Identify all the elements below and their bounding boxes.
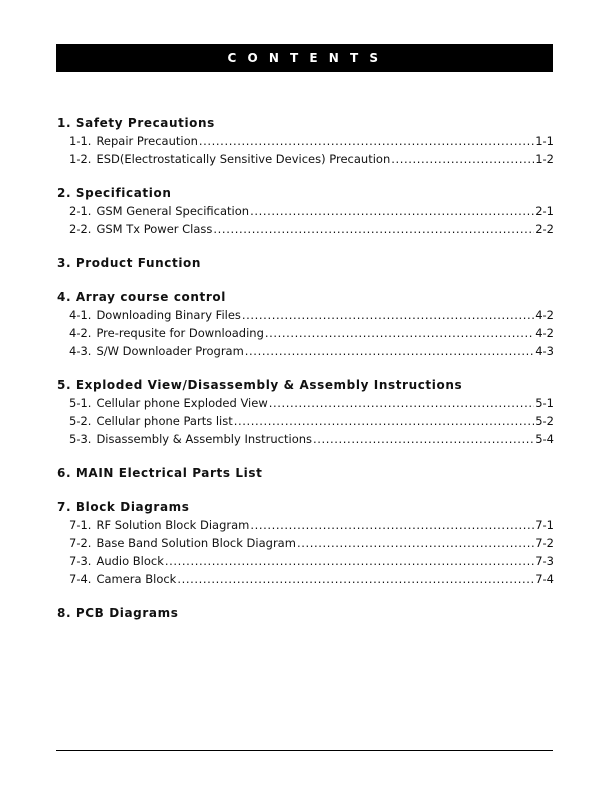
table-of-contents xyxy=(57,114,554,638)
entry-page-number: 7-2 xyxy=(535,536,554,550)
dot-leader xyxy=(245,342,534,360)
dot-leader xyxy=(391,150,534,168)
toc-entry[interactable] xyxy=(57,570,554,588)
toc-entry[interactable] xyxy=(57,412,554,430)
dot-leader xyxy=(199,132,534,150)
toc-section xyxy=(57,254,554,272)
section-title[interactable]: 2. Specification xyxy=(57,186,172,200)
entry-label: Camera Block xyxy=(96,572,177,586)
entry-label: S/W Downloader Program xyxy=(96,344,244,358)
toc-section xyxy=(57,498,554,588)
entry-page-number: 1-2 xyxy=(535,152,554,166)
entry-label: GSM Tx Power Class xyxy=(96,222,213,236)
entry-page-number: 7-4 xyxy=(535,572,554,586)
entry-number: 7-3. xyxy=(69,554,92,568)
dot-leader xyxy=(250,202,534,220)
entry-label: ESD(Electrostatically Sensitive Devices) Precaution xyxy=(96,152,391,166)
entry-number: 7-4. xyxy=(69,572,92,586)
dot-leader xyxy=(250,516,534,534)
entry-page-number: 5-1 xyxy=(535,396,554,410)
toc-entry[interactable] xyxy=(57,324,554,342)
toc-section xyxy=(57,376,554,448)
entry-label: Pre-requsite for Downloading xyxy=(96,326,264,340)
entry-number: 1-1. xyxy=(69,134,92,148)
toc-entry[interactable] xyxy=(57,220,554,238)
entry-label: Base Band Solution Block Diagram xyxy=(96,536,296,550)
entry-number: 5-1. xyxy=(69,396,92,410)
entry-page-number: 4-3 xyxy=(535,344,554,358)
entry-page-number: 2-2 xyxy=(535,222,554,236)
toc-entry[interactable] xyxy=(57,132,554,150)
entry-page-number: 2-1 xyxy=(535,204,554,218)
entry-label: Audio Block xyxy=(96,554,164,568)
dot-leader xyxy=(313,430,534,448)
entry-page-number: 5-2 xyxy=(535,414,554,428)
entry-page-number: 4-2 xyxy=(535,326,554,340)
dot-leader xyxy=(269,394,534,412)
entry-number: 7-1. xyxy=(69,518,92,532)
toc-section xyxy=(57,288,554,360)
entry-label: Repair Precaution xyxy=(96,134,198,148)
entry-number: 7-2. xyxy=(69,536,92,550)
dot-leader xyxy=(177,570,534,588)
entry-label: RF Solution Block Diagram xyxy=(96,518,250,532)
section-title[interactable]: 7. Block Diagrams xyxy=(57,500,190,514)
entry-label: Cellular phone Exploded View xyxy=(96,396,268,410)
entry-number: 4-2. xyxy=(69,326,92,340)
toc-entry[interactable] xyxy=(57,394,554,412)
toc-entry[interactable] xyxy=(57,342,554,360)
toc-entry[interactable] xyxy=(57,306,554,324)
section-title[interactable]: 8. PCB Diagrams xyxy=(57,606,179,620)
entry-label: Downloading Binary Files xyxy=(96,308,241,322)
entry-number: 2-1. xyxy=(69,204,92,218)
dot-leader xyxy=(242,306,534,324)
toc-section xyxy=(57,604,554,622)
section-title[interactable]: 6. MAIN Electrical Parts List xyxy=(57,466,263,480)
entry-label: Cellular phone Parts list xyxy=(96,414,233,428)
toc-entry[interactable] xyxy=(57,202,554,220)
entry-page-number: 1-1 xyxy=(535,134,554,148)
entry-page-number: 7-3 xyxy=(535,554,554,568)
entry-page-number: 7-1 xyxy=(535,518,554,532)
entry-page-number: 4-2 xyxy=(535,308,554,322)
entry-number: 4-3. xyxy=(69,344,92,358)
toc-section xyxy=(57,464,554,482)
toc-entry[interactable] xyxy=(57,552,554,570)
dot-leader xyxy=(165,552,534,570)
toc-section xyxy=(57,114,554,168)
toc-entry[interactable] xyxy=(57,150,554,168)
toc-section xyxy=(57,184,554,238)
section-title[interactable]: 1. Safety Precautions xyxy=(57,116,215,130)
dot-leader xyxy=(265,324,534,342)
toc-entry[interactable] xyxy=(57,534,554,552)
toc-entry[interactable] xyxy=(57,516,554,534)
entry-label: Disassembly & Assembly Instructions xyxy=(96,432,313,446)
page-title: C O N T E N T S xyxy=(227,51,382,65)
entry-number: 2-2. xyxy=(69,222,92,236)
section-title[interactable]: 4. Array course control xyxy=(57,290,226,304)
section-title[interactable]: 3. Product Function xyxy=(57,256,202,270)
entry-label: GSM General Specification xyxy=(96,204,250,218)
toc-entry[interactable] xyxy=(57,430,554,448)
dot-leader xyxy=(213,220,534,238)
entry-number: 5-2. xyxy=(69,414,92,428)
entry-page-number: 5-4 xyxy=(535,432,554,446)
entry-number: 5-3. xyxy=(69,432,92,446)
dot-leader xyxy=(297,534,534,552)
entry-number: 1-2. xyxy=(69,152,92,166)
section-title[interactable]: 5. Exploded View/Disassembly & Assembly Instructions xyxy=(57,378,463,392)
entry-number: 4-1. xyxy=(69,308,92,322)
dot-leader xyxy=(234,412,534,430)
contents-banner xyxy=(56,44,553,72)
footer-divider xyxy=(56,750,553,751)
